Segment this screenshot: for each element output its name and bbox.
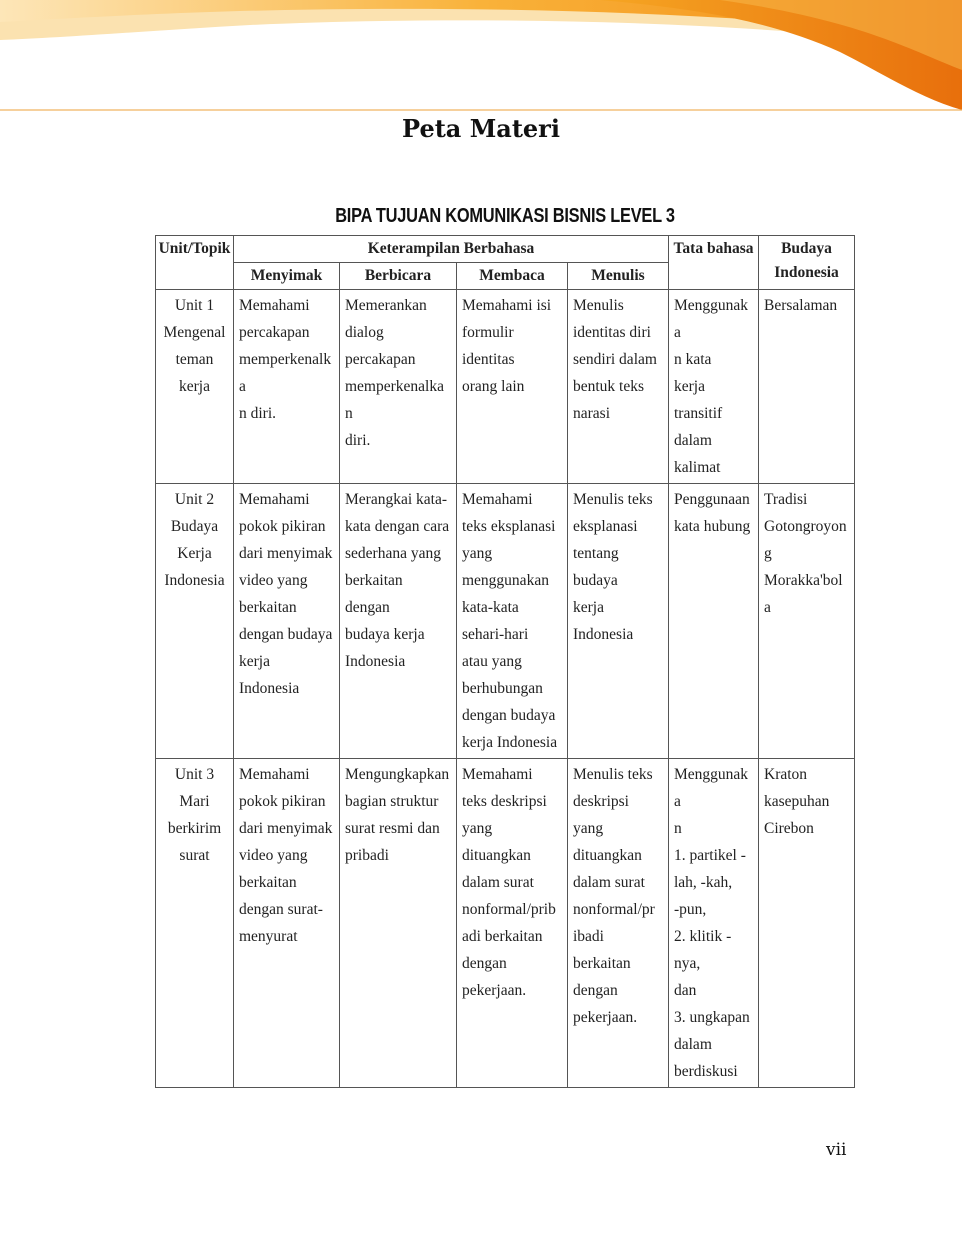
membaca-cell: Memahami isi formulir identitas orang lain	[462, 297, 552, 395]
header-menyimak: Menyimak	[234, 263, 340, 290]
menulis-cell: Menulis teks deskripsi yang dituangkan dalam surat nonformal/pr ibadi berkaitan dengan pekerjaan.	[573, 766, 655, 1026]
menyimak-cell: Memahami pokok pikiran dari menyimak video yang berkaitan dengan surat- menyurat	[239, 766, 333, 945]
berbicara-cell: Merangkai kata- kata dengan cara sederhana yang berkaitan dengan budaya kerja Indonesia	[345, 491, 450, 670]
header-membaca: Membaca	[457, 263, 568, 290]
menulis-cell: Menulis identitas diri sendiri dalam bentuk teks narasi	[573, 297, 657, 422]
menyimak-cell: Memahami percakapan memperkenalka n diri.	[239, 297, 332, 422]
menulis-cell: Menulis teks eksplanasi tentang budaya kerja Indonesia	[573, 491, 653, 643]
budaya-cell: Kraton kasepuhan Cirebon	[764, 766, 830, 837]
header-keterampilan: Keterampilan Berbahasa	[234, 236, 669, 263]
tata-bahasa-cell: Penggunaan kata hubung	[674, 491, 751, 535]
header-banner	[0, 0, 962, 115]
unit-cell: Unit 1 Mengenal teman kerja	[163, 297, 226, 395]
unit-cell: Unit 2 Budaya Kerja Indonesia	[164, 491, 225, 589]
table-row	[156, 290, 855, 484]
table-header-row	[156, 236, 855, 263]
budaya-cell: Tradisi Gotongroyong Morakka'bola	[764, 491, 847, 616]
materi-table	[155, 235, 855, 1088]
table-row	[156, 759, 855, 1088]
header-tata-bahasa: Tata bahasa	[669, 236, 759, 290]
table-title: BIPA TUJUAN KOMUNIKASI BISNIS LEVEL 3	[335, 205, 675, 227]
membaca-cell: Memahami teks eksplanasi yang menggunakan kata-kata sehari-hari atau yang berhubungan dengan budaya kerja Indonesia	[462, 491, 558, 751]
header-menulis: Menulis	[568, 263, 669, 290]
header-unit: Unit/Topik	[156, 236, 234, 290]
berbicara-cell: Memerankan dialog percakapan memperkenalkan diri.	[345, 297, 444, 449]
page-number: vii	[826, 1140, 847, 1160]
unit-cell: Unit 3 Mari berkirim surat	[167, 766, 222, 864]
header-berbicara: Berbicara	[340, 263, 457, 290]
membaca-cell: Memahami teks deskripsi yang dituangkan dalam surat nonformal/prib adi berkaitan dengan pekerjaan.	[462, 766, 556, 999]
tata-bahasa-cell: Menggunaka n 1. partikel - lah, -kah, -pun, 2. klitik -nya, dan 3. ungkapan dalam berdiskusi	[674, 766, 750, 1080]
budaya-cell: Bersalaman	[764, 297, 838, 314]
header-budaya: Budaya Indonesia	[759, 236, 855, 290]
page-title: Peta Materi	[402, 114, 560, 143]
tata-bahasa-cell: Menggunaka n kata kerja transitif dalam kalimat	[674, 297, 749, 476]
table-row	[156, 484, 855, 759]
menyimak-cell: Memahami pokok pikiran dari menyimak video yang berkaitan dengan budaya kerja Indonesia	[239, 491, 333, 697]
berbicara-cell: Mengungkapkan bagian struktur surat resmi dan pribadi	[345, 766, 450, 864]
